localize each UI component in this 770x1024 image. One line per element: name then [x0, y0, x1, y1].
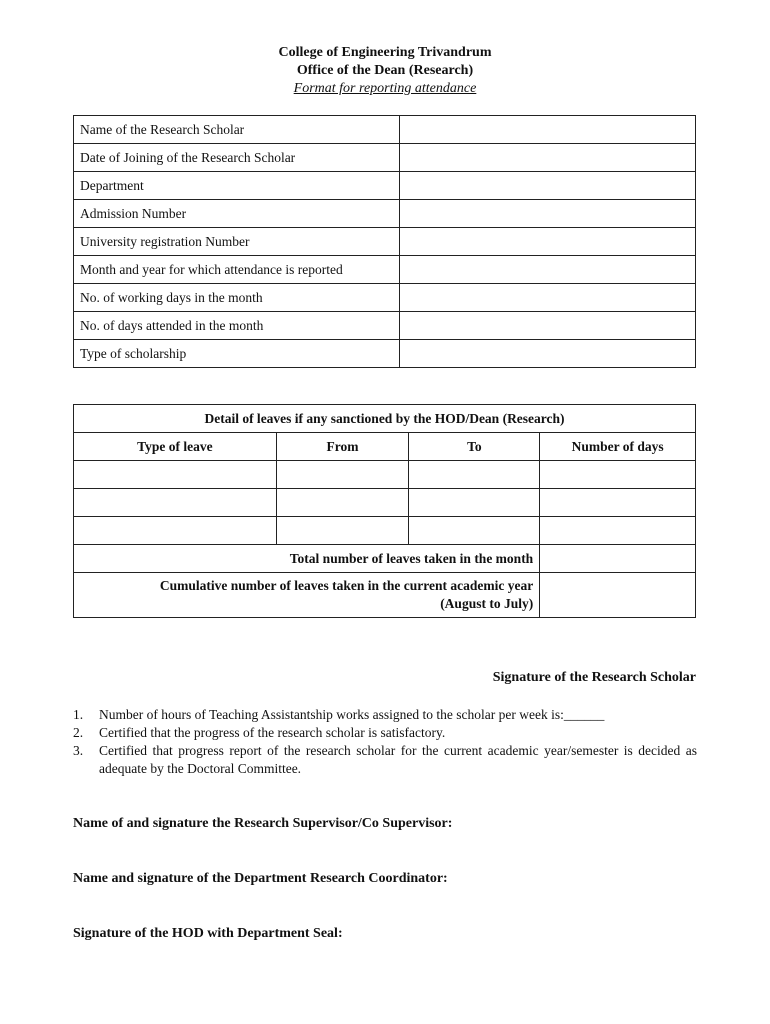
table-row — [74, 461, 696, 489]
table-row — [74, 144, 696, 172]
coordinator-signature-label: Name and signature of the Department Research Coordinator: — [73, 871, 448, 886]
value-cell[interactable] — [400, 116, 696, 144]
cumulative-label-line1: Cumulative number of leaves taken in the current academic year — [159, 578, 534, 593]
table-header-row — [74, 433, 696, 461]
table-row — [74, 172, 696, 200]
list-text: Number of hours of Teaching Assistantship works assigned to the scholar per week is:______ — [99, 707, 605, 722]
scholar-details-table — [73, 115, 696, 368]
leave-from-cell[interactable] — [276, 461, 409, 489]
row-label: No. of working days in the month — [74, 284, 400, 312]
leave-days-cell[interactable] — [540, 517, 696, 545]
leaves-table — [73, 404, 696, 618]
table-row — [74, 116, 696, 144]
row-label: Date of Joining of the Research Scholar — [74, 144, 400, 172]
table-row — [74, 340, 696, 368]
value-cell[interactable] — [400, 340, 696, 368]
value-cell[interactable] — [400, 144, 696, 172]
table-row — [74, 405, 696, 433]
table-row — [74, 228, 696, 256]
cumulative-leaves-label — [74, 573, 540, 618]
leave-from-cell[interactable] — [276, 489, 409, 517]
value-cell[interactable] — [400, 228, 696, 256]
leave-from-cell[interactable] — [276, 517, 409, 545]
column-header-days: Number of days — [540, 433, 696, 461]
leave-to-cell[interactable] — [409, 517, 540, 545]
leave-type-cell[interactable] — [74, 461, 277, 489]
hod-signature-label: Signature of the HOD with Department Seal: — [73, 926, 343, 941]
leave-type-cell[interactable] — [74, 517, 277, 545]
value-cell[interactable] — [400, 172, 696, 200]
row-label: No. of days attended in the month — [74, 312, 400, 340]
college-name: College of Engineering Trivandrum — [278, 45, 492, 60]
table-row — [74, 517, 696, 545]
list-number: 2. — [73, 725, 84, 740]
value-cell[interactable] — [400, 284, 696, 312]
list-number: 1. — [73, 707, 84, 722]
row-label: University registration Number — [74, 228, 400, 256]
cumulative-leaves-cell[interactable] — [540, 573, 696, 618]
table-row — [74, 256, 696, 284]
list-number: 3. — [73, 743, 84, 758]
table-row — [74, 573, 696, 618]
list-item — [73, 706, 697, 724]
column-header-to: To — [409, 433, 540, 461]
leave-type-cell[interactable] — [74, 489, 277, 517]
certification-list — [73, 706, 697, 778]
list-text: Certified that progress report of the research scholar for the current academic year/semester is decided as adequate by the Doctoral Committee. — [99, 743, 697, 776]
column-header-from: From — [276, 433, 409, 461]
value-cell[interactable] — [400, 256, 696, 284]
cumulative-label-line2: (August to July) — [440, 596, 534, 611]
row-label: Type of scholarship — [74, 340, 400, 368]
row-label: Admission Number — [74, 200, 400, 228]
row-label: Department — [74, 172, 400, 200]
value-cell[interactable] — [400, 312, 696, 340]
supervisor-signature-label: Name of and signature the Research Supervisor/Co Supervisor: — [73, 816, 453, 831]
list-item — [73, 724, 697, 742]
list-text: Certified that the progress of the research scholar is satisfactory. — [99, 725, 446, 740]
office-name: Office of the Dean (Research) — [296, 63, 474, 78]
form-title: Format for reporting attendance — [293, 81, 477, 96]
table-row — [74, 489, 696, 517]
table-row — [74, 545, 696, 573]
leave-to-cell[interactable] — [409, 489, 540, 517]
leave-days-cell[interactable] — [540, 489, 696, 517]
row-label: Month and year for which attendance is reported — [74, 256, 400, 284]
scholar-signature-label: Signature of the Research Scholar — [492, 670, 696, 685]
list-item — [73, 742, 697, 778]
column-header-type: Type of leave — [74, 433, 277, 461]
leave-to-cell[interactable] — [409, 461, 540, 489]
total-leaves-cell[interactable] — [540, 545, 696, 573]
row-label: Name of the Research Scholar — [74, 116, 400, 144]
leaves-table-caption: Detail of leaves if any sanctioned by the HOD/Dean (Research) — [74, 405, 696, 433]
table-row — [74, 284, 696, 312]
form-header — [0, 44, 770, 98]
leave-days-cell[interactable] — [540, 461, 696, 489]
table-row — [74, 200, 696, 228]
value-cell[interactable] — [400, 200, 696, 228]
total-leaves-label: Total number of leaves taken in the month — [74, 545, 540, 573]
table-row — [74, 312, 696, 340]
